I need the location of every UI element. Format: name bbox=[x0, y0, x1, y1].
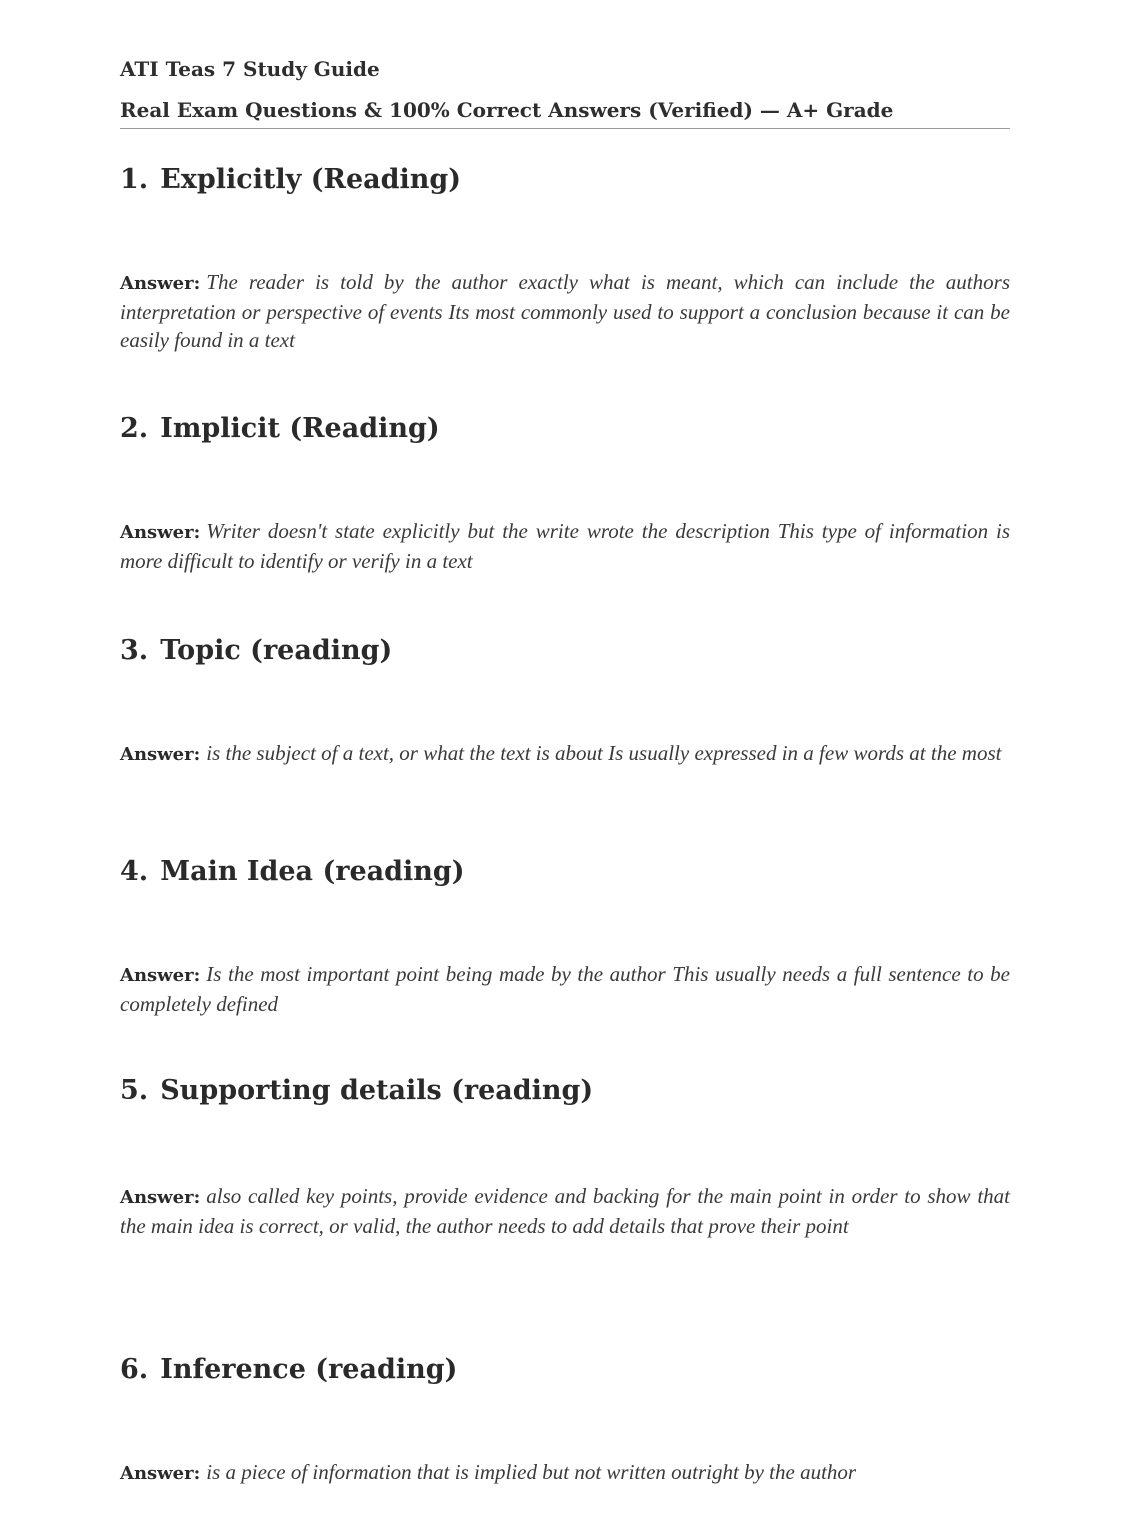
question-item bbox=[120, 1354, 1010, 1484]
question-number: 1. bbox=[120, 164, 149, 195]
question-item bbox=[120, 856, 1010, 1016]
answer-label: Answer: bbox=[120, 522, 201, 543]
question-heading bbox=[120, 164, 1010, 196]
question-title: Main Idea (reading) bbox=[160, 856, 465, 887]
question-item bbox=[120, 1075, 1010, 1238]
document-subtitle: Real Exam Questions & 100% Correct Answers (Verified) — A+ Grade bbox=[120, 98, 894, 122]
document-title: ATI Teas 7 Study Guide bbox=[120, 57, 380, 81]
question-item bbox=[120, 413, 1010, 573]
question-title: Inference (reading) bbox=[160, 1354, 458, 1385]
answer-text: is the subject of a text, or what the text is about Is usually expressed in a few words at the most bbox=[206, 741, 1002, 765]
answer-text: Is the most important point being made by the author This usually needs a full sentence to be completely defined bbox=[120, 962, 1010, 1016]
page-header bbox=[120, 56, 1010, 123]
question-number: 6. bbox=[120, 1354, 149, 1385]
answer-label: Answer: bbox=[120, 744, 201, 765]
question-title: Topic (reading) bbox=[160, 635, 393, 666]
question-number: 5. bbox=[120, 1075, 149, 1106]
answer-text: Writer doesn't state explicitly but the write wrote the description This type of information is more difficult to identify or verify in a text bbox=[120, 519, 1010, 573]
question-number: 4. bbox=[120, 856, 149, 887]
question-heading bbox=[120, 1075, 1010, 1107]
question-heading bbox=[120, 856, 1010, 888]
answer-label: Answer: bbox=[120, 965, 201, 986]
header-divider bbox=[120, 128, 1010, 129]
answer-label: Answer: bbox=[120, 273, 201, 294]
question-heading bbox=[120, 635, 1010, 667]
question-heading bbox=[120, 1354, 1010, 1386]
answer-block bbox=[120, 739, 1010, 769]
answer-text: is a piece of information that is implied but not written outright by the author bbox=[206, 1460, 857, 1484]
question-title: Implicit (Reading) bbox=[160, 413, 440, 444]
question-title: Explicitly (Reading) bbox=[160, 164, 462, 195]
answer-text: The reader is told by the author exactly what is meant, which can include the authors interpretation or perspective of events Its most commonly used to support a conclusion because it can be easily found in a text bbox=[120, 270, 1010, 352]
answer-block bbox=[120, 517, 1010, 575]
answer-block bbox=[120, 268, 1010, 354]
answer-text: also called key points, provide evidence and backing for the main point in order to show that the main idea is correct, or valid, the author needs to add details that prove their point bbox=[120, 1184, 1010, 1238]
answer-block bbox=[120, 960, 1010, 1018]
answer-label: Answer: bbox=[120, 1187, 201, 1208]
question-item bbox=[120, 635, 1010, 765]
question-title: Supporting details (reading) bbox=[160, 1075, 594, 1106]
question-item bbox=[120, 164, 1010, 352]
question-number: 3. bbox=[120, 635, 149, 666]
answer-block bbox=[120, 1458, 1010, 1488]
question-heading bbox=[120, 413, 1010, 445]
answer-block bbox=[120, 1182, 1010, 1240]
question-number: 2. bbox=[120, 413, 149, 444]
answer-label: Answer: bbox=[120, 1463, 201, 1484]
